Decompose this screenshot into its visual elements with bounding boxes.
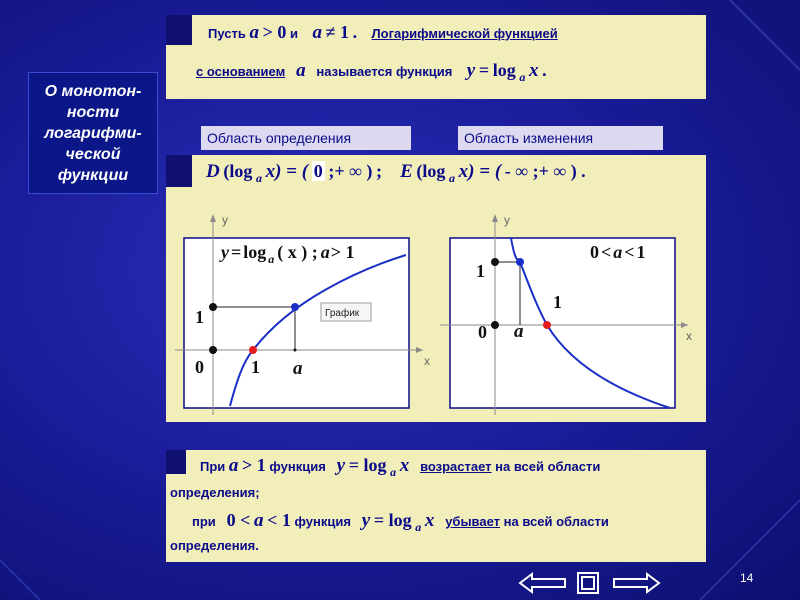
title-one: 1: [636, 242, 646, 262]
conclusion-line-2: определения;: [170, 485, 260, 500]
text-function: функция: [294, 514, 351, 529]
var-a: a: [228, 455, 239, 476]
cond-ne-one: ≠ 1: [325, 22, 349, 42]
range-arg: x) = (: [458, 161, 502, 182]
formula-line: [206, 161, 586, 183]
var-a: a: [249, 22, 259, 43]
page-number: 14: [740, 571, 754, 585]
point-a-1: [291, 303, 299, 311]
title-eq: =: [231, 242, 242, 262]
formula-panel-shadow: [166, 155, 194, 187]
title-a: a: [613, 242, 623, 262]
text-whole-domain: на всей области: [503, 514, 609, 529]
graph-decreasing: [440, 210, 705, 420]
axis-y-label: y: [504, 213, 510, 227]
x-axis-arrow-icon: [416, 347, 423, 353]
log-symbol: (log: [223, 161, 253, 181]
title-y: y: [221, 242, 229, 262]
definition-line-1: [208, 22, 558, 44]
text-function: функция: [269, 459, 326, 474]
graph-title: [590, 242, 646, 262]
var-a: a: [312, 22, 322, 43]
domain-tag: Область определения: [201, 126, 411, 150]
text-when: При: [200, 459, 226, 474]
log-base: a: [415, 520, 422, 534]
separator: ;: [376, 161, 383, 181]
conclusion-line-1: [200, 455, 600, 477]
point-1-0: [249, 346, 257, 354]
period: .: [542, 60, 547, 80]
tooltip-text: График: [325, 308, 360, 319]
text-when: при: [192, 514, 216, 529]
var-a: a: [296, 60, 306, 81]
var-x: x: [528, 60, 539, 81]
axis-x-label: x: [424, 354, 430, 368]
section-title: [28, 72, 158, 194]
bottom-panel-shadow: [166, 450, 188, 474]
section-title-line: логарифми-: [44, 124, 142, 142]
conclusion-line-4: определения.: [170, 538, 259, 553]
domain-zero: 0: [313, 161, 323, 181]
point-1-0: [543, 321, 551, 329]
var-y: y: [466, 60, 476, 81]
label-one-y: 1: [476, 261, 485, 281]
domain-arg: x) = (: [265, 161, 309, 182]
cond-lt-one: < 1: [267, 510, 291, 530]
next-arrow-icon[interactable]: [611, 571, 661, 595]
log-symbol: (log: [416, 161, 446, 181]
point-y1: [209, 303, 217, 311]
title-a: a: [320, 242, 330, 262]
point-origin: [491, 321, 499, 329]
equals: =: [478, 60, 490, 80]
text-called-function: называется функция: [316, 64, 453, 79]
range-interval: - ∞ ;+ ∞ ) .: [504, 161, 586, 181]
cond-gt-one: > 1: [242, 455, 266, 475]
log-base: a: [449, 171, 456, 185]
section-title-line: ческой: [65, 145, 121, 163]
title-log: log: [243, 242, 267, 262]
title-cond: > 1: [330, 242, 355, 262]
title-lt: <: [624, 242, 635, 262]
section-title-line: ности: [66, 103, 120, 121]
link-increasing[interactable]: возрастает: [420, 459, 492, 474]
y-axis-arrow-icon: [210, 214, 216, 222]
x-axis-arrow-icon: [681, 322, 688, 328]
title-base: a: [268, 252, 275, 266]
label-one-y: 1: [195, 307, 204, 327]
point-origin: [209, 346, 217, 354]
label-zero: 0: [195, 357, 204, 377]
title-zero: 0: [590, 242, 599, 262]
log-base: a: [255, 171, 262, 185]
log-symbol: = log: [373, 510, 412, 530]
point-y1: [491, 258, 499, 266]
section-title-line: функции: [57, 166, 129, 184]
range-symbol: E: [400, 161, 413, 182]
cond-gt-zero: > 0: [262, 22, 287, 42]
label-one-x: 1: [251, 357, 260, 377]
home-square-icon[interactable]: [575, 571, 603, 595]
link-log-function[interactable]: Логарифмической функцией: [371, 26, 558, 41]
conclusion-line-3: [192, 510, 609, 532]
var-x: x: [399, 455, 410, 476]
label-zero: 0: [478, 322, 487, 342]
log-base: a: [390, 465, 397, 479]
section-title-line: О монотон-: [44, 82, 142, 100]
label-a: a: [293, 358, 303, 379]
var-a: a: [254, 510, 264, 531]
range-tag: Область изменения: [458, 126, 663, 150]
graph-frame: [184, 238, 409, 408]
cond-zero-lt: 0 <: [226, 510, 251, 530]
title-lt: <: [601, 242, 612, 262]
point-a-1: [516, 258, 524, 266]
domain-symbol: D: [206, 161, 220, 182]
axis-y-label: y: [222, 213, 228, 227]
var-y: y: [361, 510, 371, 531]
label-one-x: 1: [553, 292, 562, 312]
text-whole-domain: на всей области: [495, 459, 601, 474]
var-y: y: [336, 455, 346, 476]
text-and: и: [289, 26, 298, 41]
log-symbol: = log: [348, 455, 387, 475]
graph-increasing: [175, 210, 440, 420]
top-panel-shadow: [166, 15, 194, 45]
link-decreasing[interactable]: убывает: [445, 514, 501, 529]
previous-arrow-icon[interactable]: [518, 571, 568, 595]
point-a-axis: [294, 349, 297, 352]
domain-interval: ;+ ∞ ): [328, 161, 373, 181]
axis-x-label: x: [686, 329, 692, 343]
text-pust: Пусть: [208, 26, 246, 41]
y-axis-arrow-icon: [492, 214, 498, 222]
definition-line-2: [196, 60, 547, 82]
link-base[interactable]: с основанием: [196, 64, 286, 79]
log-symbol: log: [492, 60, 516, 80]
log-base: a: [519, 70, 526, 84]
label-a: a: [514, 321, 524, 342]
title-arg: ( x ) ;: [277, 242, 318, 262]
period: .: [352, 22, 358, 42]
var-x: x: [424, 510, 435, 531]
